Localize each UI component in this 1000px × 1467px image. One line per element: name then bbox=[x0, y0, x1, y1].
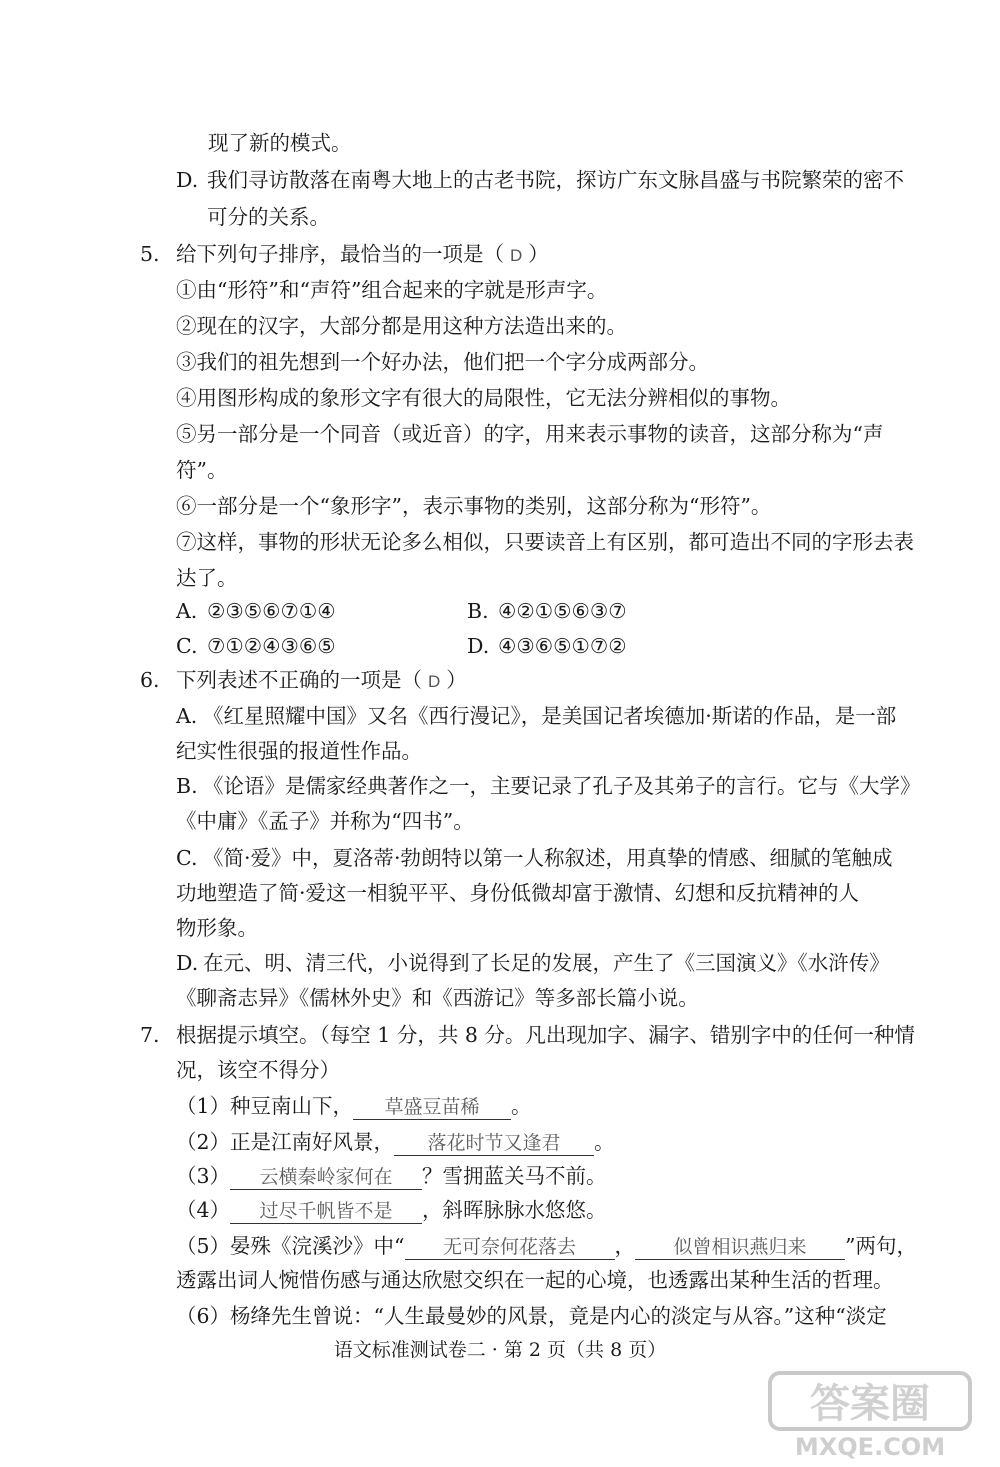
q6-option-c-line1: 《简·爱》中，夏洛蒂·勃朗特以第一人称叙述，用真挚的情感、细腻的笔触成 bbox=[203, 846, 893, 870]
option-d-text-line2: 可分的关系。 bbox=[207, 205, 330, 229]
question-5-stem bbox=[176, 240, 549, 270]
fill-item-4 bbox=[176, 1196, 607, 1224]
sentence-2: ②现在的汉字，大部分都是用这种方法造出来的。 bbox=[176, 314, 627, 338]
watermark-text: 答案圈 bbox=[810, 1381, 930, 1427]
sentence-7-line2: 达了。 bbox=[176, 566, 238, 590]
watermark-logo bbox=[762, 1369, 982, 1461]
q5-option-c-label: C. bbox=[176, 634, 198, 658]
q5-option-d-label: D. bbox=[467, 634, 490, 658]
question-5-answer: D bbox=[510, 246, 523, 265]
q6-option-c-line2: 功地塑造了简·爱这一相貌平平、身份低微却富于激情、幻想和反抗精神的人 bbox=[176, 881, 860, 905]
fill-item-2-end: 。 bbox=[594, 1130, 615, 1154]
sentence-5-line1: ⑤另一部分是一个同音（或近音）的字，用来表示事物的读音，这部分称为“声 bbox=[176, 422, 884, 446]
question-5-number: 5. bbox=[140, 242, 160, 266]
question-5-stem-end: ） bbox=[528, 242, 549, 266]
sentence-1: ①由“形符”和“声符”组合起来的字就是形声字。 bbox=[176, 278, 608, 302]
q5-option-d: ④③⑥⑤①⑦② bbox=[498, 634, 627, 658]
sentence-6: ⑥一部分是一个“象形字”，表示事物的类别，这部分称为“形符”。 bbox=[176, 494, 772, 518]
sentence-7-line1: ⑦这样，事物的形状无论多么相似，只要读音上有区别，都可造出不同的字形去表 bbox=[176, 530, 914, 554]
fill-item-3-prompt: （3） bbox=[176, 1164, 231, 1188]
q6-option-b-line1: 《论语》是儒家经典著作之一，主要记录了孔子及其弟子的言行。它与《大学》 bbox=[203, 774, 921, 798]
q6-option-a-line1: 《红星照耀中国》又名《西行漫记》，是美国记者埃德加·斯诺的作品，是一部 bbox=[203, 704, 897, 728]
question-6-stem bbox=[176, 666, 467, 696]
q6-option-d-label: D. bbox=[176, 951, 199, 975]
fill-item-5-answer-2: 似曾相识燕归来 bbox=[635, 1235, 845, 1260]
sentence-4: ④用图形构成的象形文字有很大的局限性，它无法分辨相似的事物。 bbox=[176, 386, 791, 410]
fill-item-5-comma: ， bbox=[614, 1234, 636, 1258]
question-7-stem-line2: 况，该空不得分） bbox=[176, 1058, 340, 1082]
q5-option-a-label: A. bbox=[176, 599, 198, 623]
question-6-stem-text: 下列表述不正确的一项是（ bbox=[176, 668, 422, 692]
sentence-3: ③我们的祖先想到一个好办法，他们把一个字分成两部分。 bbox=[176, 350, 709, 374]
fill-item-5-prompt: （5）晏殊《浣溪沙》中“ bbox=[176, 1234, 405, 1258]
fill-item-5 bbox=[176, 1232, 917, 1260]
q6-option-b-line2: 《中庸》《孟子》并称为“四书”。 bbox=[176, 809, 474, 833]
fill-item-2-answer: 落花时节又逢君 bbox=[394, 1131, 594, 1156]
q5-option-b: ④②①⑤⑥③⑦ bbox=[498, 599, 627, 623]
fill-item-5-answer-1: 无可奈何花落去 bbox=[405, 1235, 615, 1260]
continuation-line: 现了新的模式。 bbox=[208, 131, 352, 155]
q6-option-c-line3: 物形象。 bbox=[176, 916, 258, 940]
sentence-5-line2: 符”。 bbox=[176, 458, 228, 482]
q6-option-a-line2: 纪实性很强的报道性作品。 bbox=[176, 739, 422, 763]
question-7-stem-line1: 根据提示填空。（每空 1 分，共 8 分。凡出现加字、漏字、错别字中的任何一种情 bbox=[176, 1023, 915, 1047]
question-6-stem-end: ） bbox=[446, 668, 467, 692]
fill-item-4-end: ，斜晖脉脉水悠悠。 bbox=[422, 1198, 607, 1222]
option-d-label: D. bbox=[176, 168, 199, 192]
q5-option-b-label: B. bbox=[467, 599, 489, 623]
fill-item-3-end: ？雪拥蓝关马不前。 bbox=[422, 1164, 607, 1188]
fill-item-5-line2: 透露出词人惋惜伤感与通达欣慰交织在一起的心境，也透露出某种生活的哲理。 bbox=[176, 1268, 894, 1292]
q6-option-a-label: A. bbox=[176, 704, 198, 728]
q5-option-a: ②③⑤⑥⑦①④ bbox=[207, 599, 336, 623]
question-6-answer: D bbox=[428, 672, 441, 691]
fill-item-4-prompt: （4） bbox=[176, 1198, 231, 1222]
fill-item-1 bbox=[176, 1092, 532, 1120]
fill-item-5-end: ”两句， bbox=[845, 1234, 918, 1258]
q5-option-c: ⑦①②④③⑥⑤ bbox=[207, 634, 336, 658]
fill-item-3 bbox=[176, 1162, 607, 1190]
page-footer: 语文标准测试卷二 · 第 2 页（共 8 页） bbox=[333, 1339, 667, 1361]
question-6-number: 6. bbox=[140, 668, 160, 692]
fill-item-1-end: 。 bbox=[511, 1094, 532, 1118]
fill-item-2-prompt: （2）正是江南好风景， bbox=[176, 1130, 395, 1154]
q6-option-c-label: C. bbox=[176, 846, 198, 870]
fill-item-1-prompt: （1）种豆南山下， bbox=[176, 1094, 354, 1118]
watermark-url: MXQE.COM bbox=[794, 1433, 946, 1461]
question-5-stem-text: 给下列句子排序，最恰当的一项是（ bbox=[176, 242, 504, 266]
fill-item-2 bbox=[176, 1128, 615, 1156]
q6-option-b-label: B. bbox=[176, 774, 198, 798]
q6-option-d-line1: 在元、明、清三代，小说得到了长足的发展，产生了《三国演义》《水浒传》 bbox=[203, 951, 890, 975]
fill-item-3-answer: 云横秦岭家何在 bbox=[230, 1165, 422, 1190]
q6-option-d-line2: 《聊斋志异》《儒林外史》和《西游记》等多部长篇小说。 bbox=[176, 986, 699, 1010]
fill-item-6: （6）杨绛先生曾说：“人生最曼妙的风景，竟是内心的淡定与从容。”这种“淡定 bbox=[176, 1304, 887, 1328]
option-d-text-line1: 我们寻访散落在南粤大地上的古老书院，探访广东文脉昌盛与书院繁荣的密不 bbox=[207, 168, 904, 192]
fill-item-1-answer: 草盛豆苗稀 bbox=[353, 1095, 511, 1120]
fill-item-4-answer: 过尽千帆皆不是 bbox=[230, 1199, 422, 1224]
question-7-number: 7. bbox=[140, 1023, 160, 1047]
